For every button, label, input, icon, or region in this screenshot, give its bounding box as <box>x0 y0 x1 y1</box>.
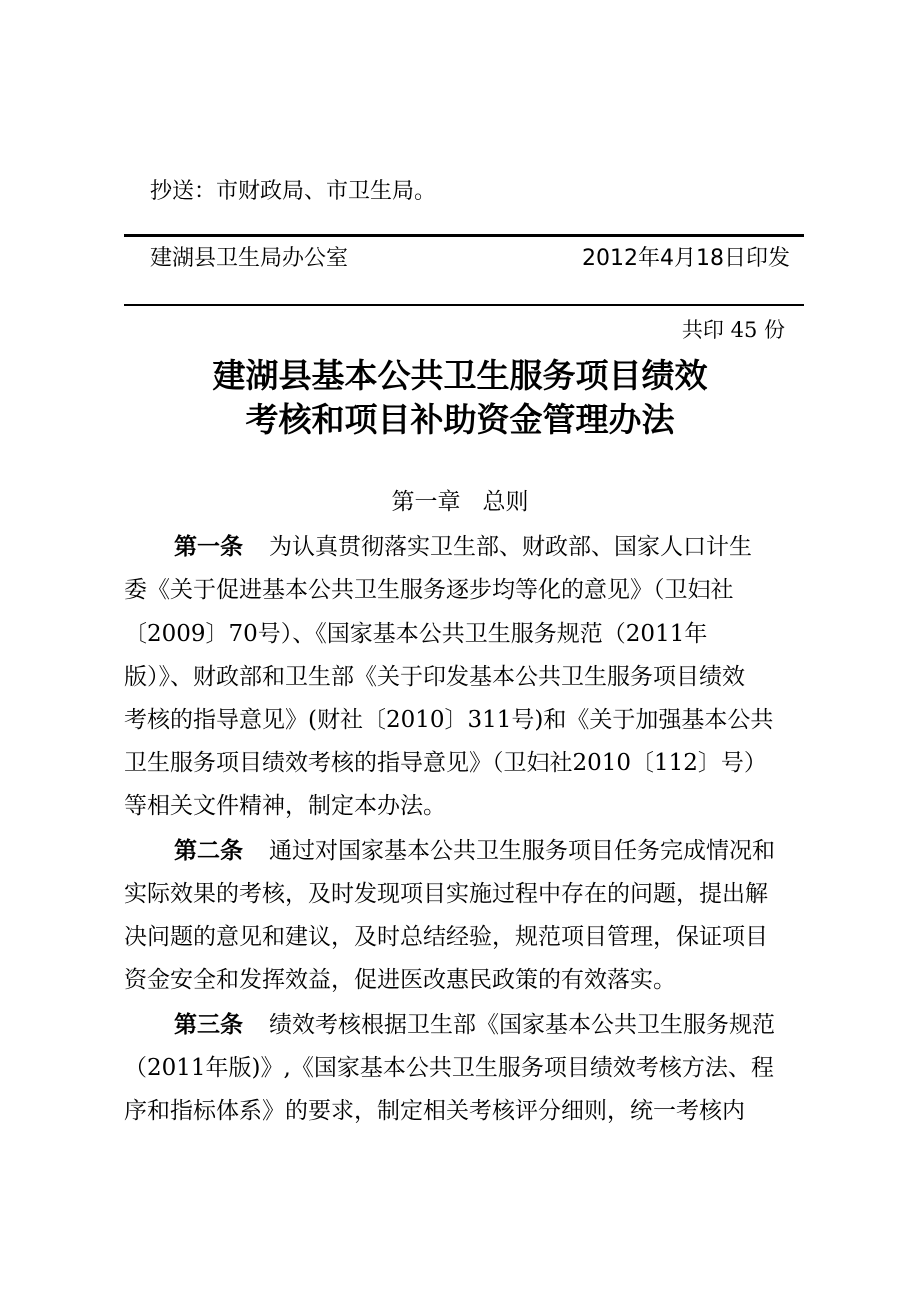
article-1-line-4: 版）》、财政部和卫生部《关于印发基本公共卫生服务项目绩效 <box>124 664 745 690</box>
document-title-line-1: 建湖县基本公共卫生服务项目绩效 <box>212 356 708 395</box>
article-1-label: 第一条 <box>174 534 243 560</box>
article-3-line-3: 序和指标体系》的要求，制定相关考核评分细则，统一考核内 <box>124 1098 745 1124</box>
cc-line: 抄送：市财政局、市卫生局。 <box>150 179 437 204</box>
article-2-line-4: 资金安全和发挥效益，促进医改惠民政策的有效落实。 <box>124 967 676 993</box>
document-title-line-2: 考核和项目补助资金管理办法 <box>245 400 675 439</box>
article-1-line-1 <box>174 530 814 564</box>
header-rule-bottom <box>124 304 804 306</box>
header-rule-top <box>124 234 804 237</box>
article-3-line-2: （2011年版)》,《国家基本公共卫生服务项目绩效考核方法、程 <box>124 1055 774 1081</box>
article-1-line-2: 委《关于促进基本公共卫生服务逐步均等化的意见》（卫妇社 <box>124 577 734 603</box>
chapter-heading: 第一章 总则 <box>391 489 529 515</box>
article-3-text: 绩效考核根据卫生部《国家基本公共卫生服务规范 <box>269 1012 775 1038</box>
article-3-line-1 <box>174 1008 814 1042</box>
issue-date: 2012年4月18日印发 <box>582 246 790 271</box>
article-2-line-1 <box>174 834 814 868</box>
issuer-office: 建湖县卫生局办公室 <box>150 246 349 271</box>
article-3-label: 第三条 <box>174 1012 243 1038</box>
article-2-line-3: 决问题的意见和建议，及时总结经验，规范项目管理，保证项目 <box>124 924 768 950</box>
article-2-label: 第二条 <box>174 838 243 864</box>
article-1-text: 为认真贯彻落实卫生部、财政部、国家人口计生 <box>269 534 752 560</box>
article-1-line-6: 卫生服务项目绩效考核的指导意见》（卫妇社2010〔112〕号） <box>124 750 767 776</box>
article-2-text: 通过对国家基本公共卫生服务项目任务完成情况和 <box>269 838 775 864</box>
article-1-line-7: 等相关文件精神，制定本办法。 <box>124 793 446 819</box>
article-1-line-3: 〔2009〕70号）、《国家基本公共卫生服务规范（2011年 <box>124 621 708 647</box>
article-2-line-2: 实际效果的考核，及时发现项目实施过程中存在的问题，提出解 <box>124 881 768 907</box>
article-1-line-5: 考核的指导意见》(财社〔2010〕311号)和《关于加强基本公共 <box>124 707 774 733</box>
copies-count: 共印 45 份 <box>681 318 785 342</box>
